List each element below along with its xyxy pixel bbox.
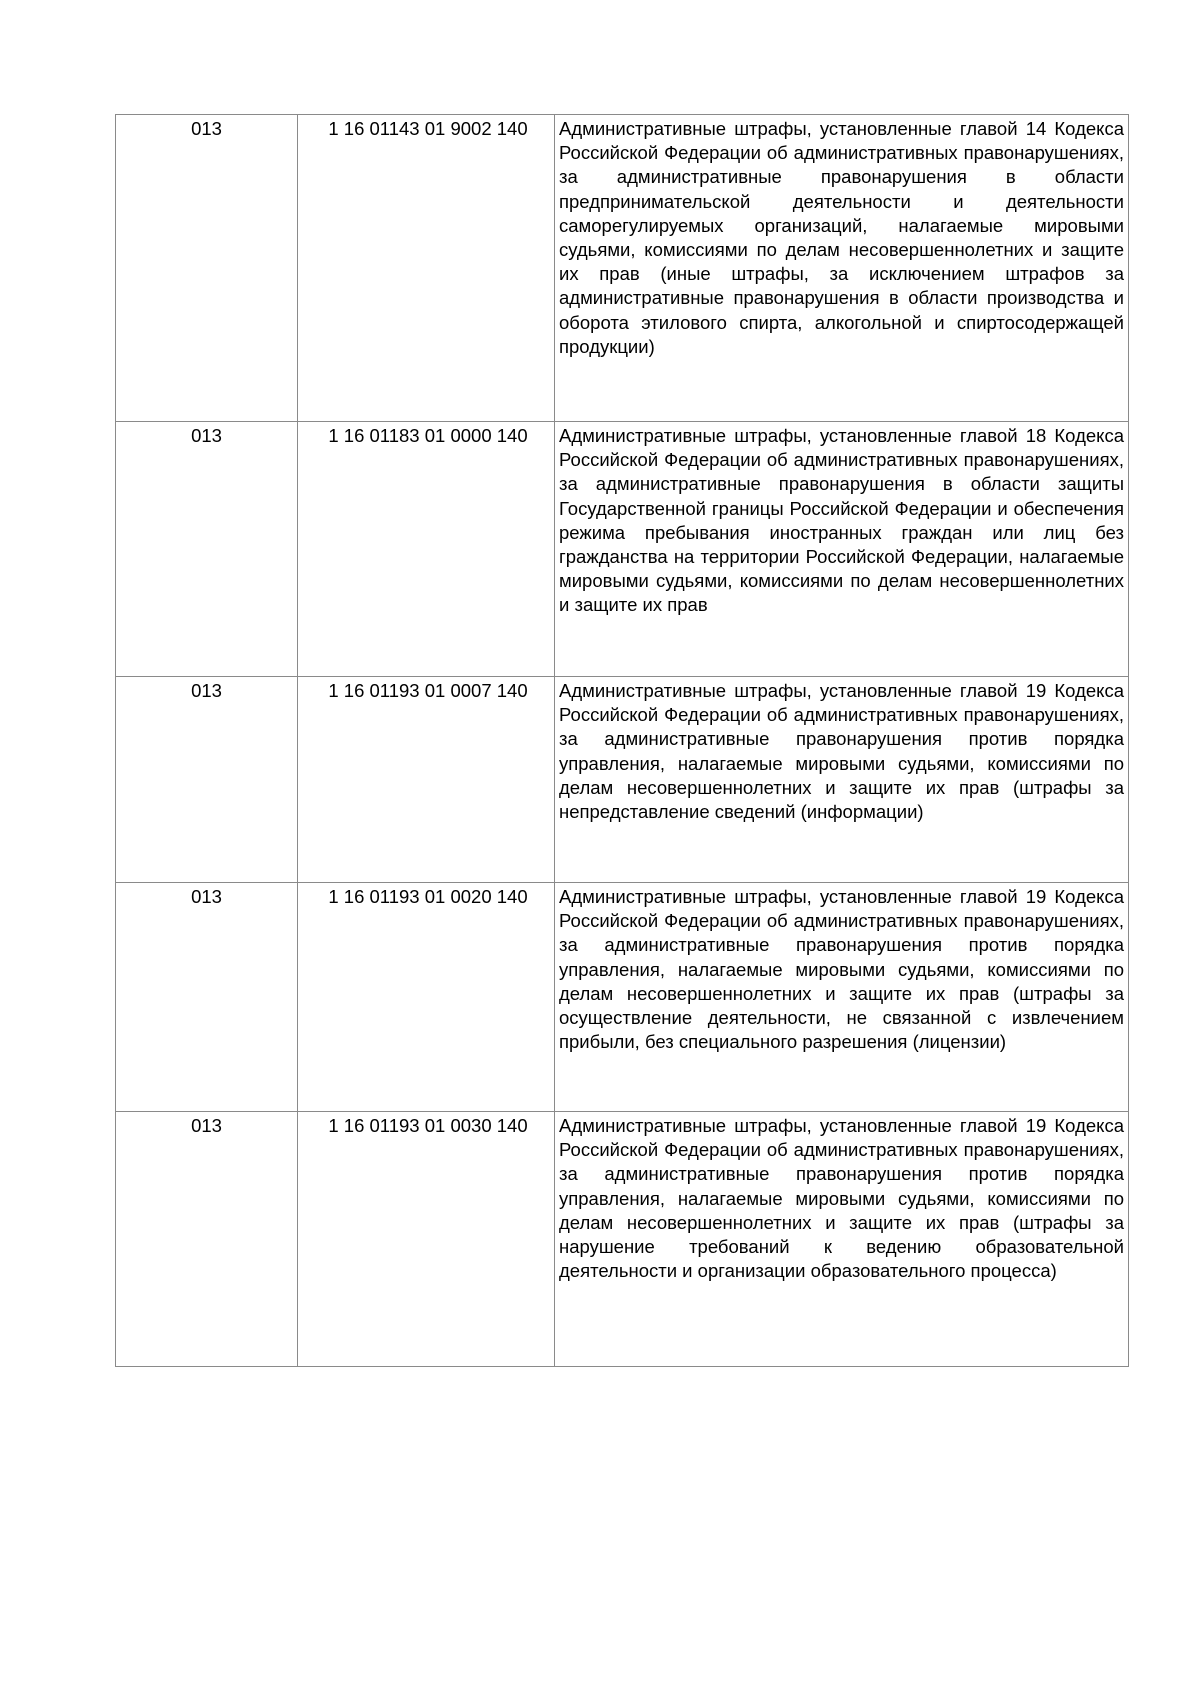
table-row [116, 883, 1129, 1112]
admin-code-cell: 013 [116, 677, 298, 883]
description-cell: Административные штрафы, установленные главой 14 Кодекса Российской Федерации об административных правонарушениях, за административные правонарушения в области предпринимательской деятельности и деятельности саморегулируемых организаций, налагаемые мировыми судьями, комиссиями по делам несовершеннолетних и защите их прав (иные штрафы, за исключением штрафов за административные правонарушения в области производства и оборота этилового спирта, алкогольной и спиртосодержащей продукции) [555, 115, 1129, 422]
admin-code-cell: 013 [116, 1112, 298, 1367]
kbk-code-cell: 1 16 01183 01 0000 140 [298, 422, 555, 677]
revenue-codes-table [115, 114, 1129, 1367]
table-row [116, 115, 1129, 422]
table-row [116, 422, 1129, 677]
kbk-code-cell: 1 16 01193 01 0020 140 [298, 883, 555, 1112]
kbk-code-cell: 1 16 01193 01 0030 140 [298, 1112, 555, 1367]
kbk-code-cell: 1 16 01193 01 0007 140 [298, 677, 555, 883]
admin-code-cell: 013 [116, 422, 298, 677]
description-cell: Административные штрафы, установленные главой 19 Кодекса Российской Федерации об административных правонарушениях, за административные правонарушения против порядка управления, налагаемые мировыми судьями, комиссиями по делам несовершеннолетних и защите их прав (штрафы за осуществление деятельности, не связанной с извлечением прибыли, без специального разрешения (лицензии) [555, 883, 1129, 1112]
table-row [116, 677, 1129, 883]
admin-code-cell: 013 [116, 115, 298, 422]
description-cell: Административные штрафы, установленные главой 18 Кодекса Российской Федерации об административных правонарушениях, за административные правонарушения в области защиты Государственной границы Российской Федерации и обеспечения режима пребывания иностранных граждан или лиц без гражданства на территории Российской Федерации, налагаемые мировыми судьями, комиссиями по делам несовершеннолетних и защите их прав [555, 422, 1129, 677]
table-row [116, 1112, 1129, 1367]
description-cell: Административные штрафы, установленные главой 19 Кодекса Российской Федерации об административных правонарушениях, за административные правонарушения против порядка управления, налагаемые мировыми судьями, комиссиями по делам несовершеннолетних и защите их прав (штрафы за нарушение требований к ведению образовательной деятельности и организации образовательного процесса) [555, 1112, 1129, 1367]
description-cell: Административные штрафы, установленные главой 19 Кодекса Российской Федерации об административных правонарушениях, за административные правонарушения против порядка управления, налагаемые мировыми судьями, комиссиями по делам несовершеннолетних и защите их прав (штрафы за непредставление сведений (информации) [555, 677, 1129, 883]
admin-code-cell: 013 [116, 883, 298, 1112]
kbk-code-cell: 1 16 01143 01 9002 140 [298, 115, 555, 422]
